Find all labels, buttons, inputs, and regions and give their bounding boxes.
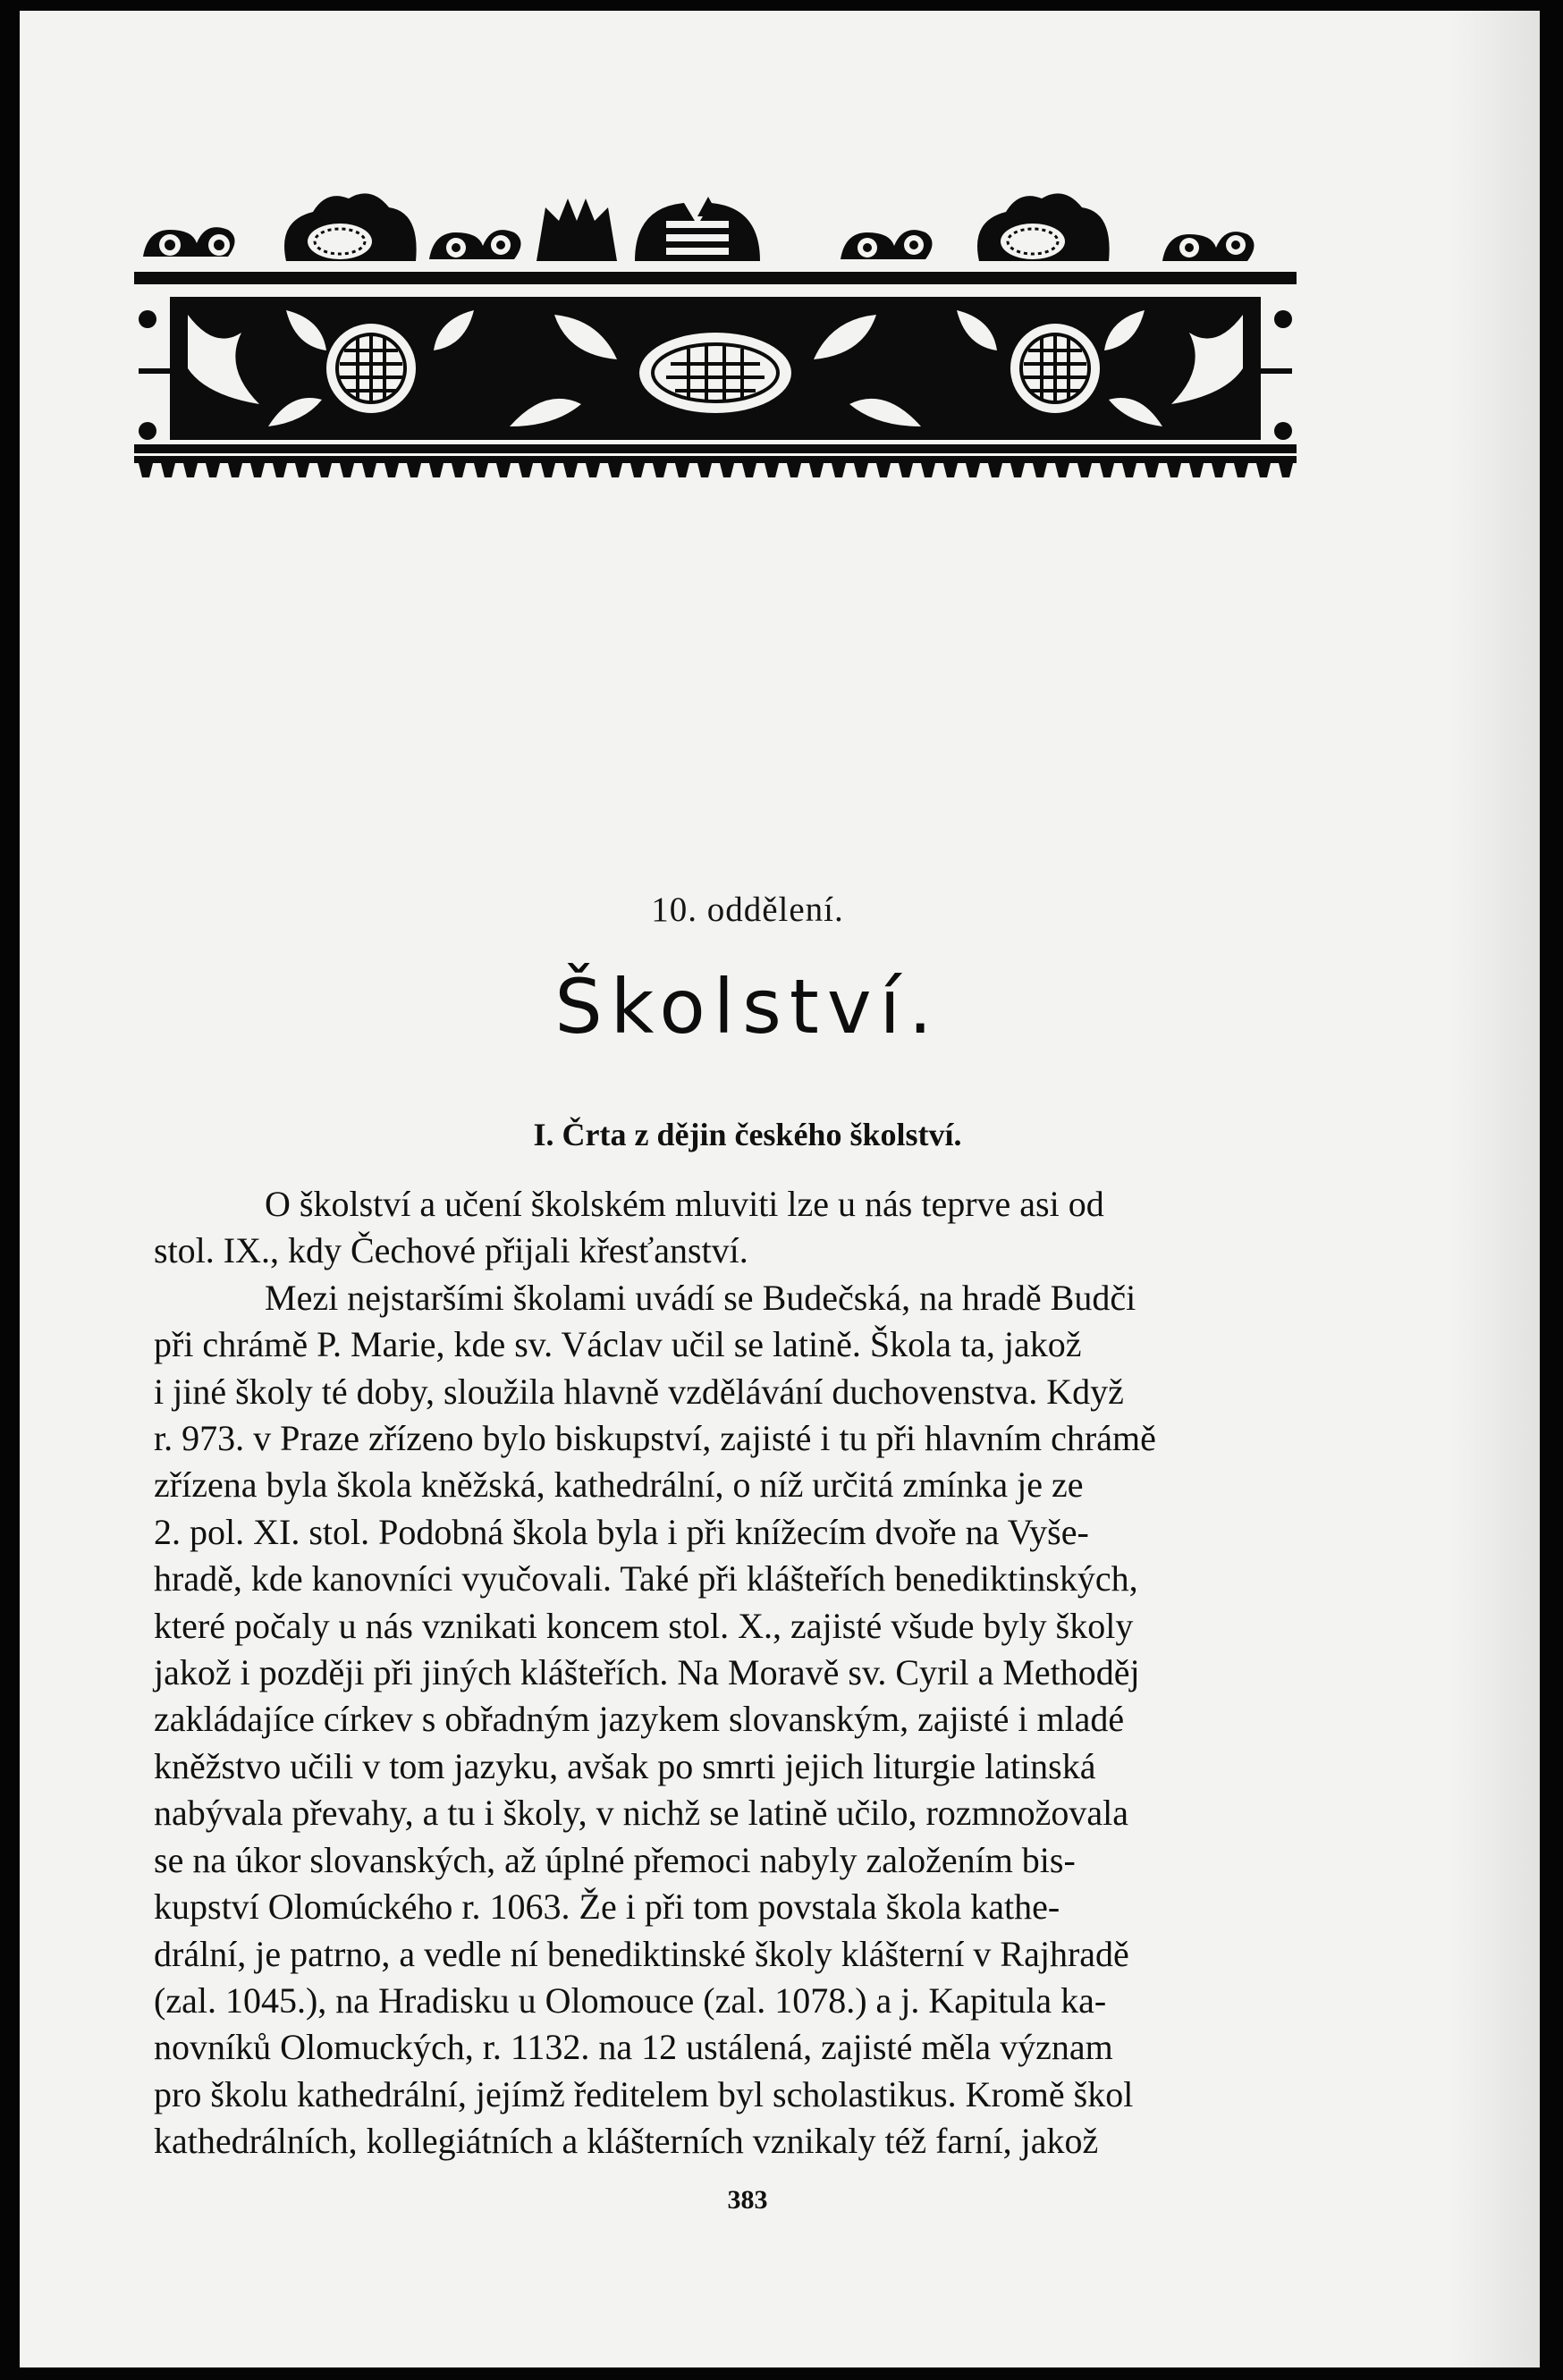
text-line: novníků Olomuckých, r. 1132. na 12 ustálená, zajisté měla význam <box>154 2027 1113 2068</box>
text-line: zakládajíce církev s obřadným jazykem slovanským, zajisté i mladé <box>154 1699 1125 1740</box>
text-line: i jiné školy té doby, sloužila hlavně vzdělávání duchovenstva. Když <box>154 1371 1124 1412</box>
text-line: hradě, kde kanovníci vyučovali. Také při klášteřích benediktinských, <box>154 1558 1138 1599</box>
text-line: O školství a učení školském mluviti lze u nás teprve asi od <box>265 1184 1104 1224</box>
chapter-heading: I. Črta z dějin českého školství. <box>533 1117 962 1152</box>
text-line: kupství Olomúckého r. 1063. Že i při tom povstala škola kathe- <box>154 1886 1060 1928</box>
text-line: Mezi nejstaršími školami uvádí se Budečská, na hradě Budči <box>265 1277 1136 1318</box>
text-line: se na úkor slovanských, až úplné přemoci nabyly založením bis- <box>154 1839 1076 1880</box>
text-line: kněžstvo učili v tom jazyku, avšak po smrti jejich liturgie latinská <box>154 1745 1096 1786</box>
page-number: 383 <box>727 2185 768 2215</box>
section-number: 10. oddělení. <box>651 890 844 929</box>
folk-floral-ornament-icon <box>134 190 1297 511</box>
text-line: nabývala převahy, a tu i školy, v nichž se latině učilo, rozmnožovala <box>154 1793 1128 1834</box>
page-edge-shadow <box>1450 11 1540 2367</box>
text-line: drální, je patrno, a vedle ní benediktinské školy klášterní v Rajhradě <box>154 1933 1129 1974</box>
page-title: Školství. <box>554 963 941 1051</box>
book-page <box>20 11 1540 2367</box>
text-line: stol. IX., kdy Čechové přijali křesťanství. <box>154 1230 748 1271</box>
body-text <box>154 1181 1348 2165</box>
text-line: kathedrálních, kollegiátních a klášterních vznikaly též farní, jakož <box>154 2121 1099 2162</box>
text-line: jakož i později při jiných klášteřích. Na Moravě sv. Cyril a Methoděj <box>154 1652 1140 1693</box>
text-line: pro školu kathedrální, jejímž ředitelem byl scholastikus. Kromě škol <box>154 2073 1134 2114</box>
text-line: při chrámě P. Marie, kde sv. Václav učil se latině. Škola ta, jakož <box>154 1324 1082 1365</box>
text-line: r. 973. v Praze zřízeno bylo biskupství, zajisté i tu při hlavním chrámě <box>154 1418 1156 1459</box>
text-line: (zal. 1045.), na Hradisku u Olomouce (zal. 1078.) a j. Kapitula ka- <box>154 1979 1107 2021</box>
text-line: které počaly u nás vznikati koncem stol. X., zajisté všude byly školy <box>154 1605 1134 1646</box>
text-line: zřízena byla škola kněžská, kathedrální, o níž určitá zmínka je ze <box>154 1464 1084 1506</box>
text-line: 2. pol. XI. stol. Podobná škola byla i při knížecím dvoře na Vyše- <box>154 1511 1089 1552</box>
